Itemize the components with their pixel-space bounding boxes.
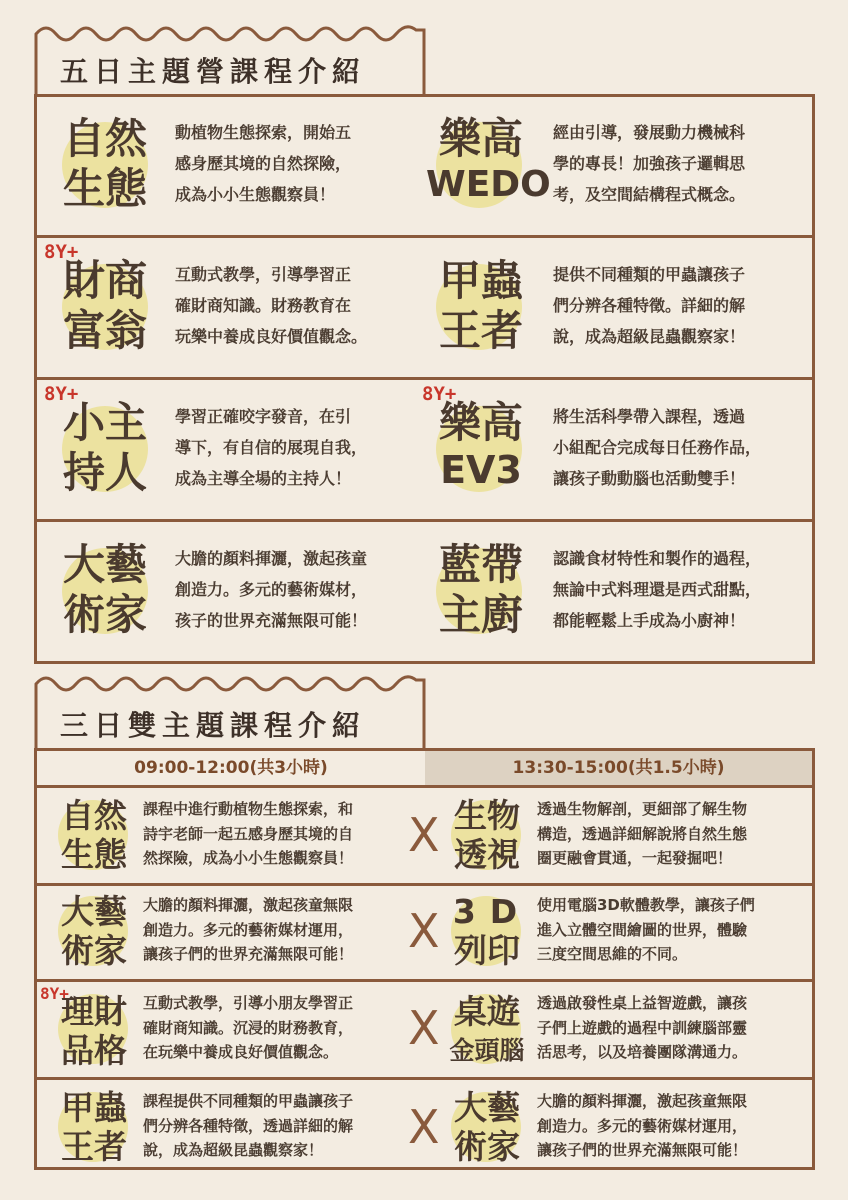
age-badge: 8Y+ — [422, 383, 457, 405]
course-desc: 們分辨各種特徵，透過詳細的解 — [143, 1116, 354, 1135]
course-desc: 說，成為超級昆蟲觀察家！ — [553, 327, 746, 346]
course-desc: 提供不同種類的甲蟲讓孩子 — [553, 265, 746, 284]
course-desc: 大膽的顏料揮灑，激起孩童無限 — [143, 896, 354, 914]
course-name-line1: 3D — [452, 892, 532, 931]
course-desc: 課程提供不同種類的甲蟲讓孩子 — [143, 1092, 354, 1110]
row-divider — [34, 785, 815, 788]
course-name-line2: 王者 — [438, 305, 523, 355]
morning-time-label: 09:00-12:00(共3小時) — [134, 758, 328, 778]
course-desc: 學習正確咬字發音，在引 — [175, 407, 352, 426]
course-desc: 活思考，以及培養團隊溝通力。 — [537, 1043, 748, 1061]
course-desc: 認識食材特性和製作的過程， — [553, 549, 762, 568]
row-divider — [34, 883, 815, 886]
course-desc: 創造力。多元的藝術媒材， — [175, 580, 368, 599]
course-name-line2: 術家 — [62, 589, 147, 639]
course-name-line1: 大藝 — [62, 540, 147, 589]
row-divider — [34, 377, 815, 380]
course-desc: 透過生物解剖，更細部了解生物 — [537, 800, 748, 818]
course-desc: 無論中式料理還是西式甜點， — [553, 580, 762, 599]
course-desc: 創造力。多元的藝術媒材運用， — [143, 920, 354, 939]
course-desc: 三度空間思維的不同。 — [537, 945, 688, 963]
course-name-line2: 金頭腦 — [449, 1035, 525, 1065]
afternoon-time-label: 13:30-15:00(共1.5小時) — [512, 758, 725, 778]
course-desc: 進入立體空間繪圖的世界，體驗 — [537, 920, 748, 939]
cross-icon: X — [408, 904, 440, 958]
course-name-line1: 甲蟲 — [61, 1088, 127, 1127]
course-name-line2: 持人 — [62, 447, 147, 497]
course-desc: 讓孩子們的世界充滿無限可能！ — [537, 1141, 748, 1159]
course-desc: 詩宇老師一起五感身歷其境的自 — [143, 824, 354, 843]
course-desc: 動植物生態探索，開始五 — [175, 123, 352, 142]
course-name-line1: 大藝 — [454, 1088, 520, 1127]
course-name-line1: 自然 — [62, 114, 147, 163]
course-name-line2: EV3 — [440, 447, 522, 492]
course-desc: 都能輕鬆上手成為小廚神！ — [553, 611, 746, 630]
course-desc: 考，及空間結構程式概念。 — [553, 185, 746, 204]
course-name-line1: 大藝 — [61, 892, 127, 931]
course-desc: 將生活科學帶入課程，透過 — [553, 407, 746, 426]
course-desc: 讓孩子們的世界充滿無限可能！ — [143, 945, 354, 963]
row-divider — [34, 235, 815, 238]
age-badge: 8Y+ — [44, 383, 79, 405]
course-name-line2: 王者 — [61, 1126, 127, 1166]
cross-icon: X — [408, 1001, 440, 1055]
course-desc: 然探險，成為小小生態觀察員！ — [143, 849, 354, 867]
course-name-line1: 財商 — [62, 256, 147, 305]
row-divider — [34, 1077, 815, 1080]
course-name-line1: 生物 — [454, 796, 520, 835]
course-name-line2: 列印 — [454, 930, 520, 970]
course-name-line2: 術家 — [454, 1126, 520, 1166]
course-name-line1: 桌遊 — [454, 992, 520, 1031]
cross-icon: X — [408, 808, 440, 862]
course-desc: 圈更融會貫通，一起發掘吧！ — [537, 849, 733, 867]
age-badge: 8Y+ — [44, 241, 79, 263]
course-name-line2: 術家 — [61, 930, 127, 970]
course-desc: 確財商知識。財務教育在 — [175, 296, 352, 315]
course-name-line2: 品格 — [61, 1030, 127, 1070]
course-name-line1: 樂高 — [438, 114, 523, 163]
course-name-line2: 生態 — [62, 163, 147, 213]
course-name-line1: 甲蟲 — [438, 256, 523, 305]
course-desc: 使用電腦3D軟體教學，讓孩子們 — [537, 896, 755, 914]
course-name-line2: WEDO — [426, 163, 551, 205]
course-desc: 孩子的世界充滿無限可能！ — [175, 611, 368, 630]
course-desc: 玩樂中養成良好價值觀念。 — [175, 327, 368, 346]
course-name-line2: 主廚 — [438, 589, 523, 639]
course-name-line2: 透視 — [454, 834, 520, 874]
section-title: 五日主題營課程介紹 — [60, 55, 367, 88]
row-divider — [34, 519, 815, 522]
course-desc: 構造，透過詳細解說將自然生態 — [537, 824, 748, 843]
course-name-line1: 小主 — [62, 398, 147, 447]
course-desc: 成為主導全場的主持人！ — [175, 469, 352, 488]
course-desc: 透過啟發性桌上益智遊戲，讓孩 — [537, 994, 748, 1012]
course-desc: 讓孩子動動腦也活動雙手！ — [553, 469, 746, 488]
cross-icon: X — [408, 1100, 440, 1154]
course-desc: 確財商知識。沉浸的財務教育， — [143, 1018, 354, 1037]
course-name-line2: 富翁 — [62, 305, 147, 355]
course-desc: 子們上遊戲的過程中訓練腦部靈 — [537, 1018, 748, 1037]
course-name-line1: 自然 — [61, 796, 127, 835]
course-desc: 們分辨各種特徵。詳細的解 — [553, 296, 746, 315]
course-desc: 成為小小生態觀察員！ — [175, 185, 336, 204]
course-desc: 互動式教學，引導小朋友學習正 — [143, 994, 354, 1012]
course-desc: 小組配合完成每日任務作品， — [553, 438, 762, 457]
course-name-line1: 藍帶 — [438, 540, 523, 589]
course-desc: 大膽的顏料揮灑，激起孩童無限 — [537, 1092, 748, 1110]
course-desc: 導下，有自信的展現自我， — [175, 438, 368, 457]
course-name-line1: 理財 — [61, 992, 127, 1031]
course-desc: 在玩樂中養成良好價值觀念。 — [143, 1043, 339, 1061]
course-name-line1: 樂高 — [438, 398, 523, 447]
course-desc: 互動式教學，引導學習正 — [175, 265, 352, 284]
course-desc: 說，成為超級昆蟲觀察家！ — [143, 1141, 324, 1159]
course-desc: 經由引導，發展動力機械科 — [553, 123, 746, 142]
course-desc: 創造力。多元的藝術媒材運用， — [537, 1116, 748, 1135]
course-desc: 大膽的顏料揮灑，激起孩童 — [175, 549, 368, 568]
course-desc: 課程中進行動植物生態探索，和 — [143, 800, 354, 818]
section-title: 三日雙主題課程介紹 — [60, 709, 367, 742]
age-badge: 8Y+ — [40, 984, 69, 1003]
course-name-line2: 生態 — [61, 834, 127, 874]
course-desc: 感身歷其境的自然探險， — [175, 154, 352, 173]
course-desc: 學的專長！加強孩子邏輯思 — [553, 154, 746, 173]
row-divider — [34, 979, 815, 982]
